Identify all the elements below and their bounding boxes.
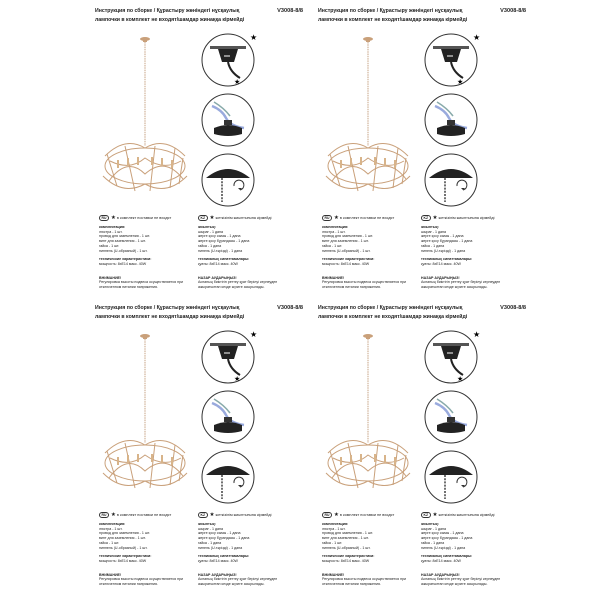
ru-item: ниппель (U-образный) - 1 шт. — [322, 545, 371, 550]
kz-tech-item: қуаты: 8xE14 макс. 40W — [198, 261, 238, 266]
ru-column — [322, 225, 422, 290]
kz-star-note: жеткізілім жиынтығына кірмейді — [215, 216, 272, 220]
kz-item: нипель (U-тәрізді) - 1 дана — [421, 248, 466, 253]
ru-note-row — [99, 512, 171, 518]
page-header — [95, 8, 305, 23]
assembly-steps — [423, 32, 483, 212]
lamp-note: лампочки в комплект не входят/шамдар жинаққа кірмейді — [318, 314, 468, 320]
ru-complete-heading: комплектация: — [322, 225, 349, 229]
kz-column — [198, 225, 298, 290]
ru-note-row — [322, 512, 394, 518]
svg-text:★: ★ — [234, 375, 241, 383]
svg-text:★: ★ — [234, 78, 241, 86]
ru-warn-text: Регулировка высоты подвеса осуществляется при отключенном питании напряжения. — [99, 577, 184, 587]
kz-warn-text: Аспаның биіктігін реттеу қуат берілуі кернеуден ажыратылған кезде жүзеге асырылады. — [421, 577, 501, 587]
kz-tech-heading: техникалық сипаттамалары: — [198, 554, 250, 559]
model-number: V3008-8/8 — [500, 305, 526, 311]
ru-note-row — [99, 215, 171, 221]
ru-item: провод для заземления - 1 шт. — [99, 531, 151, 536]
ru-item: люстра - 1 шт. — [99, 526, 123, 531]
kz-badge: KZ — [198, 512, 208, 518]
chain-height-icon — [423, 449, 479, 505]
chain-height-icon — [423, 152, 479, 208]
kz-column — [198, 522, 298, 587]
ru-item: провод для заземления - 1 шт. — [99, 234, 151, 239]
assembly-steps — [200, 32, 260, 212]
ceiling-mount-icon — [200, 329, 256, 385]
star-icon: ★ — [333, 512, 339, 518]
ru-item: гайка - 1 шт. — [99, 540, 120, 545]
kz-warn-heading: НАЗАР АУДАРЫҢЫЗ! — [198, 572, 237, 577]
kz-complete-heading: жиынтық: — [421, 225, 439, 229]
ru-item: люстра - 1 шт. — [99, 229, 123, 234]
kz-item: жерге қосу сымы - 1 дана — [421, 234, 464, 239]
model-number: V3008-8/8 — [277, 305, 303, 311]
ru-warn-text: Регулировка высоты подвеса осуществляется при отключенном питании напряжения. — [322, 577, 407, 587]
ru-warn-text: Регулировка высоты подвеса осуществляется при отключенном питании напряжения. — [99, 280, 184, 290]
ru-tech-heading: технические характеристики: — [99, 554, 152, 559]
ru-badge: RU — [322, 512, 332, 518]
instruction-page — [318, 8, 528, 293]
ru-complete-heading: комплектация: — [99, 522, 126, 526]
model-number: V3008-8/8 — [277, 8, 303, 14]
kz-complete-heading: жиынтық: — [198, 225, 216, 229]
header-title: Инструкция по сборке / Құрастыру жөніндегі нұсқаулық — [318, 8, 463, 14]
kz-column — [421, 225, 521, 290]
ceiling-mount-icon — [423, 32, 479, 88]
kz-tech-heading: техникалық сипаттамалары: — [421, 554, 473, 559]
kz-item: гайка - 1 дана — [198, 243, 222, 248]
star-icon: ★ — [209, 512, 215, 518]
svg-text:★: ★ — [250, 33, 258, 42]
step-ceiling-mount — [200, 32, 256, 88]
ru-tech-item: мощность: 8xE14 макс. 40W — [99, 558, 147, 563]
star-icon: ★ — [110, 512, 116, 518]
header-title: Инструкция по сборке / Құрастыру жөніндегі нұсқаулық — [318, 305, 463, 311]
ru-star-note: в комплект поставки не входят — [116, 513, 172, 517]
ru-tech-heading: технические характеристики: — [322, 554, 375, 559]
kz-badge: KZ — [198, 215, 208, 221]
ru-warn-heading: ВНИМАНИЕ! — [99, 572, 122, 577]
ru-badge: RU — [99, 215, 109, 221]
kz-star-note: жеткізілім жиынтығына кірмейді — [438, 216, 495, 220]
chain-height-icon — [200, 152, 256, 208]
kz-note-row — [198, 512, 271, 518]
step-wire-connection — [200, 92, 256, 148]
step-ceiling-mount — [423, 329, 479, 385]
ru-badge: RU — [322, 215, 332, 221]
svg-text:★: ★ — [473, 330, 481, 339]
kz-item: гайка - 1 дана — [421, 540, 445, 545]
ru-tech-heading: технические характеристики: — [99, 257, 152, 262]
model-number: V3008-8/8 — [500, 8, 526, 14]
ru-item: ниппель (U-образный) - 1 шт. — [322, 248, 371, 253]
chandelier-illustration — [318, 36, 418, 211]
lamp-note: лампочки в комплект не входят/шамдар жинаққа кірмейді — [95, 17, 245, 23]
kz-item: гайка - 1 дана — [421, 243, 445, 248]
ru-item: люстра - 1 шт. — [322, 526, 346, 531]
ru-item: винт для заземления - 1 шт. — [322, 239, 369, 244]
step-chain-height — [200, 152, 256, 208]
svg-text:★: ★ — [457, 78, 464, 86]
ru-warn-heading: ВНИМАНИЕ! — [99, 275, 122, 280]
kz-tech-item: қуаты: 8xE14 макс. 40W — [421, 558, 461, 563]
ceiling-mount-icon — [423, 329, 479, 385]
kz-warn-heading: НАЗАР АУДАРЫҢЫЗ! — [198, 275, 237, 280]
kz-item: гайка - 1 дана — [198, 540, 222, 545]
ru-item: люстра - 1 шт. — [322, 229, 346, 234]
kz-warn-heading: НАЗАР АУДАРЫҢЫЗ! — [421, 275, 460, 280]
page-header — [95, 305, 305, 320]
ru-column — [99, 522, 199, 587]
kz-item: шырағ - 1 дана — [198, 526, 224, 531]
chain-height-icon — [200, 449, 256, 505]
kz-tech-item: қуаты: 8xE14 макс. 40W — [421, 261, 461, 266]
step-chain-height — [423, 449, 479, 505]
kz-item: нипель (U-тәрізді) - 1 дана — [198, 545, 243, 550]
star-icon: ★ — [209, 215, 215, 221]
ru-column — [99, 225, 199, 290]
ru-item: ниппель (U-образный) - 1 шт. — [99, 545, 148, 550]
ru-note-row — [322, 215, 394, 221]
step-wire-connection — [200, 389, 256, 445]
ru-tech-item: мощность: 8xE14 макс. 40W — [322, 558, 370, 563]
ru-complete-heading: комплектация: — [322, 522, 349, 526]
kz-tech-heading: техникалық сипаттамалары: — [421, 257, 473, 262]
header-title: Инструкция по сборке / Құрастыру жөніндегі нұсқаулық — [95, 8, 240, 14]
assembly-steps — [423, 329, 483, 509]
ru-star-note: в комплект поставки не входят — [339, 216, 395, 220]
instruction-page — [95, 8, 305, 293]
step-wire-connection — [423, 389, 479, 445]
step-chain-height — [423, 152, 479, 208]
kz-item: шырағ - 1 дана — [198, 229, 224, 234]
header-title: Инструкция по сборке / Құрастыру жөніндегі нұсқаулық — [95, 305, 240, 311]
ru-badge: RU — [99, 512, 109, 518]
step-ceiling-mount — [423, 32, 479, 88]
kz-item: шырағ - 1 дана — [421, 229, 447, 234]
chandelier-illustration — [95, 333, 195, 508]
ru-item: гайка - 1 шт. — [99, 243, 120, 248]
ru-item: гайка - 1 шт. — [322, 540, 343, 545]
star-icon: ★ — [110, 215, 116, 221]
ru-item: винт для заземления - 1 шт. — [322, 536, 369, 541]
kz-item: нипель (U-тәрізді) - 1 дана — [421, 545, 466, 550]
chandelier-illustration — [95, 36, 195, 211]
wire-connection-icon — [423, 389, 479, 445]
assembly-steps — [200, 329, 260, 509]
kz-item: шырағ - 1 дана — [421, 526, 447, 531]
kz-badge: KZ — [421, 215, 431, 221]
kz-column — [421, 522, 521, 587]
kz-item: жерге қосу бұрандасы - 1 дана — [198, 536, 250, 541]
kz-warn-text: Аспаның биіктігін реттеу қуат берілуі кернеуден ажыратылған кезде жүзеге асырылады. — [421, 280, 501, 290]
ru-tech-item: мощность: 8xE14 макс. 40W — [322, 261, 370, 266]
instruction-page — [318, 305, 528, 590]
ru-complete-heading: комплектация: — [99, 225, 126, 229]
svg-text:★: ★ — [457, 375, 464, 383]
svg-text:★: ★ — [473, 33, 481, 42]
kz-star-note: жеткізілім жиынтығына кірмейді — [215, 513, 272, 517]
kz-warn-text: Аспаның биіктігін реттеу қуат берілуі кернеуден ажыратылған кезде жүзеге асырылады. — [198, 577, 278, 587]
kz-star-note: жеткізілім жиынтығына кірмейді — [438, 513, 495, 517]
page-header — [318, 305, 528, 320]
star-icon: ★ — [333, 215, 339, 221]
kz-item: жерге қосу сымы - 1 дана — [421, 531, 464, 536]
kz-tech-heading: техникалық сипаттамалары: — [198, 257, 250, 262]
star-icon: ★ — [432, 512, 438, 518]
kz-note-row — [198, 215, 271, 221]
ru-star-note: в комплект поставки не входят — [339, 513, 395, 517]
ru-item: винт для заземления - 1 шт. — [99, 239, 146, 244]
kz-complete-heading: жиынтық: — [421, 522, 439, 526]
kz-warn-heading: НАЗАР АУДАРЫҢЫЗ! — [421, 572, 460, 577]
ru-item: провод для заземления - 1 шт. — [322, 234, 374, 239]
kz-badge: KZ — [421, 512, 431, 518]
kz-item: нипель (U-тәрізді) - 1 дана — [198, 248, 243, 253]
step-chain-height — [200, 449, 256, 505]
kz-note-row — [421, 215, 494, 221]
step-wire-connection — [423, 92, 479, 148]
ru-item: гайка - 1 шт. — [322, 243, 343, 248]
star-icon: ★ — [432, 215, 438, 221]
ru-item: провод для заземления - 1 шт. — [322, 531, 374, 536]
wire-connection-icon — [200, 389, 256, 445]
wire-connection-icon — [423, 92, 479, 148]
chandelier-illustration — [318, 333, 418, 508]
kz-item: жерге қосу бұрандасы - 1 дана — [421, 536, 473, 541]
kz-note-row — [421, 512, 494, 518]
kz-tech-item: қуаты: 8xE14 макс. 40W — [198, 558, 238, 563]
kz-warn-text: Аспаның биіктігін реттеу қуат берілуі кернеуден ажыратылған кезде жүзеге асырылады. — [198, 280, 278, 290]
ru-tech-heading: технические характеристики: — [322, 257, 375, 262]
ru-warn-heading: ВНИМАНИЕ! — [322, 572, 345, 577]
ru-item: винт для заземления - 1 шт. — [99, 536, 146, 541]
kz-item: жерге қосу бұрандасы - 1 дана — [198, 239, 250, 244]
ru-star-note: в комплект поставки не входят — [116, 216, 172, 220]
wire-connection-icon — [200, 92, 256, 148]
lamp-note: лампочки в комплект не входят/шамдар жинаққа кірмейді — [318, 17, 468, 23]
ru-item: ниппель (U-образный) - 1 шт. — [99, 248, 148, 253]
svg-text:★: ★ — [250, 330, 258, 339]
ru-tech-item: мощность: 8xE14 макс. 40W — [99, 261, 147, 266]
kz-item: жерге қосу сымы - 1 дана — [198, 531, 241, 536]
ru-warn-text: Регулировка высоты подвеса осуществляется при отключенном питании напряжения. — [322, 280, 407, 290]
ru-column — [322, 522, 422, 587]
kz-complete-heading: жиынтық: — [198, 522, 216, 526]
ru-warn-heading: ВНИМАНИЕ! — [322, 275, 345, 280]
instruction-page — [95, 305, 305, 590]
step-ceiling-mount — [200, 329, 256, 385]
ceiling-mount-icon — [200, 32, 256, 88]
kz-item: жерге қосу сымы - 1 дана — [198, 234, 241, 239]
kz-item: жерге қосу бұрандасы - 1 дана — [421, 239, 473, 244]
lamp-note: лампочки в комплект не входят/шамдар жинаққа кірмейді — [95, 314, 245, 320]
page-header — [318, 8, 528, 23]
